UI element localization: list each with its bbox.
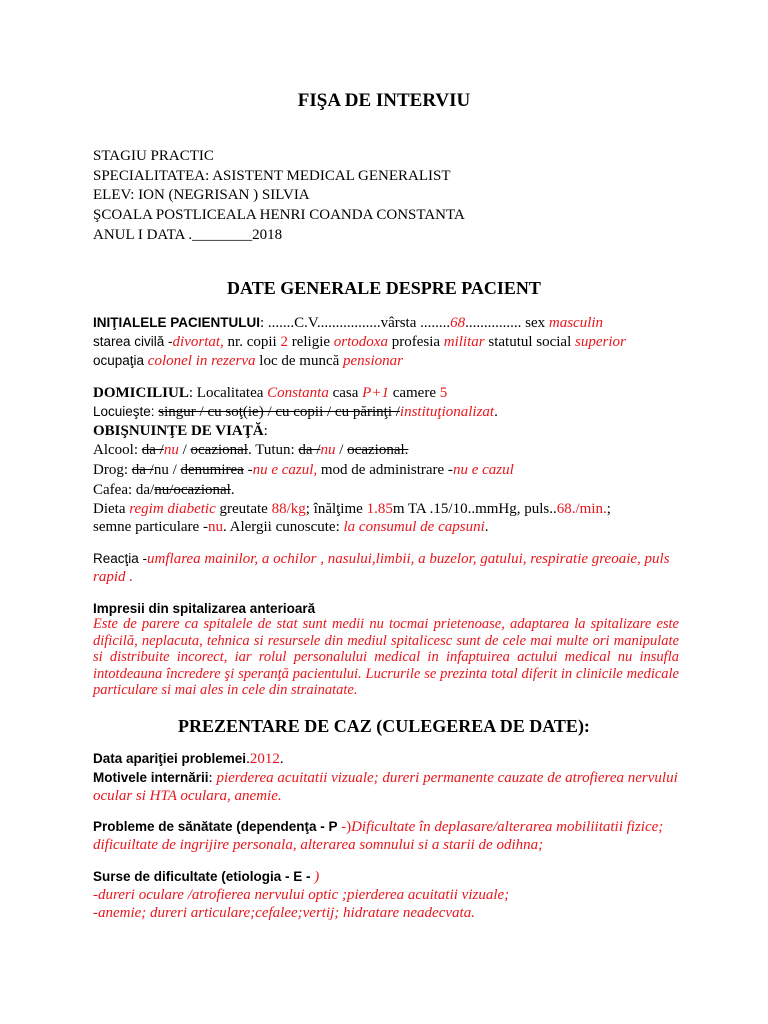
lives-label: Locuieşte: [93, 404, 159, 419]
onset-dot: . [246, 751, 250, 767]
header-line-year-date: ANUL I DATA .________2018 [93, 227, 283, 243]
ta-label: m TA .15/10..mmHg, puls.. [392, 501, 557, 517]
header-line-stage: STAGIU PRACTIC [93, 148, 214, 164]
tobacco-da: da / [298, 442, 321, 458]
tobacco-nu: nu [320, 442, 336, 458]
coffee-line [93, 481, 235, 499]
religion-label: religie [287, 334, 334, 350]
drug-admin-value: nu e cazul [452, 462, 514, 478]
occupation-value: colonel in rezerva [147, 353, 256, 369]
coffee-struck: nu/ocazional [154, 482, 231, 498]
drug-value: nu e cazul, [252, 462, 318, 478]
onset-end: . [279, 751, 284, 767]
reasons-colon: : [208, 770, 217, 786]
social-value: superior [575, 334, 626, 350]
reasons-paragraph [93, 769, 679, 805]
religion-value: ortodoxa [333, 334, 388, 350]
lives-end: . [494, 404, 498, 420]
onset-label: Data apariţiei problemei [93, 751, 247, 766]
civil-status-line [93, 333, 626, 351]
sources-label: Surse de dificultate (etiologia - E - [93, 869, 315, 884]
signs-label: semne particulare - [93, 519, 208, 535]
locality-value: Constanta [267, 385, 329, 401]
sources-title-line [93, 868, 319, 886]
diet-label: Dieta [93, 501, 130, 517]
drug-admin-label: mod de administrare - [317, 462, 453, 478]
alcohol-ocazional: ocazional [190, 442, 248, 458]
sex-value: masculin [548, 315, 604, 331]
sources-paren: ) [314, 869, 320, 885]
allergy-value: la consumul de capsuni [343, 519, 485, 535]
workplace-value: pensionar [343, 353, 404, 369]
height-label: ; înălţime [305, 501, 367, 517]
habits-title-text: OBIŞNUINŢE DE VIAŢĂ [93, 423, 264, 439]
lives-line [93, 403, 498, 421]
social-label: statutul social [484, 334, 576, 350]
tobacco-ocazional: ocazional. [347, 442, 409, 458]
occupation-label: ocupaţia [93, 353, 148, 368]
pulse-end: ; [606, 501, 611, 517]
weight-label: greutate [215, 501, 272, 517]
signs-line [93, 518, 488, 536]
reaction-label: Reacţia - [93, 551, 148, 566]
patient-initials-line [93, 314, 603, 332]
impressions-title-text: Impresii din spitalizarea anterioară [93, 601, 316, 616]
profession-value: militar [443, 334, 485, 350]
house-value: P+1 [362, 385, 389, 401]
initials-label: INIŢIALELE PACIENTULUI [93, 315, 260, 330]
problems-dash: -) [341, 819, 352, 835]
locality-label: : Localitatea [188, 385, 268, 401]
tobacco-label: . Tutun: [247, 442, 299, 458]
alcohol-nu: nu [163, 442, 179, 458]
problems-paragraph [93, 818, 679, 854]
diet-value: regim diabetic [129, 501, 216, 517]
drug-nu: nu / [153, 462, 181, 478]
drug-dash: - [243, 462, 253, 478]
onset-line [93, 750, 284, 768]
initials-text: : .......C.V.................vârsta ........ [260, 315, 451, 331]
impressions-text: Este de parere ca spitalele de stat sunt medii nu tocmai prietenoase, adaptarea la spitalizare este dificilă, neplacuta, tehnica si resursele din mediul spitalicesc sunt de cele mai multe ori manipulate si distribuite incorect, iar rolul personalului medical in infaptuirea actului medical nu insufla intotdeauna încredere şi speranţă pacientului. Lucrurile se prezinta total diferit in clinicile medicale particulare si mai ales in cele din strainatate. [93, 616, 679, 699]
civil-value: divortat, [172, 334, 224, 350]
drug-label: Drog: [93, 462, 132, 478]
document-title: FIŞA DE INTERVIU [297, 90, 471, 111]
civil-label: starea civilă - [93, 334, 173, 349]
house-label: casa [328, 385, 363, 401]
reaction-paragraph [93, 550, 679, 586]
children-label: nr. copii [223, 334, 281, 350]
alcohol-da: da / [141, 442, 164, 458]
height-value: 1.85 [366, 501, 393, 517]
alcohol-tobacco-line [93, 441, 408, 459]
age-value: 68 [450, 315, 466, 331]
children-value: 2 [280, 334, 288, 350]
tobacco-sep: / [335, 442, 348, 458]
sources-line-1: -dureri oculare /atrofierea nervului optic ;pierderea acuitatii vizuale; [93, 887, 510, 903]
alcohol-sep: / [178, 442, 191, 458]
rooms-value: 5 [439, 385, 448, 401]
reasons-value: pierderea acuitatii vizuale; dureri permanente cauzate de atrofierea nervului ocular si HTA oculara, anemie. [93, 770, 678, 804]
weight-value: 88/kg [271, 501, 306, 517]
diet-line [93, 500, 611, 518]
alcohol-label: Alcool: [93, 442, 142, 458]
drug-name: denumirea [180, 462, 244, 478]
sources-line-2: -anemie; dureri articulare;cefalee;vertij; hidratare neadecvata. [93, 905, 475, 921]
coffee-end: . [230, 482, 235, 498]
drug-da: da / [131, 462, 154, 478]
sex-text: ............... sex [465, 315, 549, 331]
reasons-label: Motivele internării [93, 770, 209, 785]
lives-struck: singur / cu soţ(ie) / cu copii / cu părinţi / [158, 404, 400, 420]
general-section-title: DATE GENERALE DESPRE PACIENT [227, 278, 541, 298]
allergy-end: . [484, 519, 489, 535]
domicile-line [93, 384, 447, 402]
signs-value: nu [207, 519, 223, 535]
profession-label: profesia [387, 334, 444, 350]
header-line-specialty: SPECIALITATEA: ASISTENT MEDICAL GENERALIST [93, 168, 451, 184]
occupation-line [93, 352, 403, 370]
case-section-title: PREZENTARE DE CAZ (CULEGEREA DE DATE): [178, 716, 590, 736]
habits-title: OBIŞNUINŢE DE VIAŢĂ: [93, 423, 268, 439]
reaction-value: umflarea mainilor, a ochilor , nasului,limbii, a buzelor, gatului, respiratie greoaie, puls rapid . [93, 551, 670, 585]
onset-value: 2012 [249, 751, 280, 767]
allergy-label: . Alergii cunoscute: [222, 519, 344, 535]
problems-value: Dificultate în deplasare/alterarea mobiliitatii fizice; dificuiltate de ingrijire personala, alterarea somnului si a starii de odihna; [93, 819, 664, 853]
lives-value: instituţionalizat [399, 404, 495, 420]
header-line-school: ŞCOALA POSTLICEALA HENRI COANDA CONSTANTA [93, 207, 465, 223]
coffee-label: Cafea: da/ [93, 482, 155, 498]
drug-line [93, 461, 514, 479]
header-line-student: ELEV: ION (NEGRISAN ) SILVIA [93, 187, 310, 203]
problems-label: Probleme de sănătate (dependenţa - P [93, 819, 342, 834]
domicile-label: DOMICILIUL [93, 385, 189, 401]
workplace-label: loc de muncă [255, 353, 344, 369]
pulse-value: 68./min. [556, 501, 607, 517]
rooms-label: camere [388, 385, 440, 401]
